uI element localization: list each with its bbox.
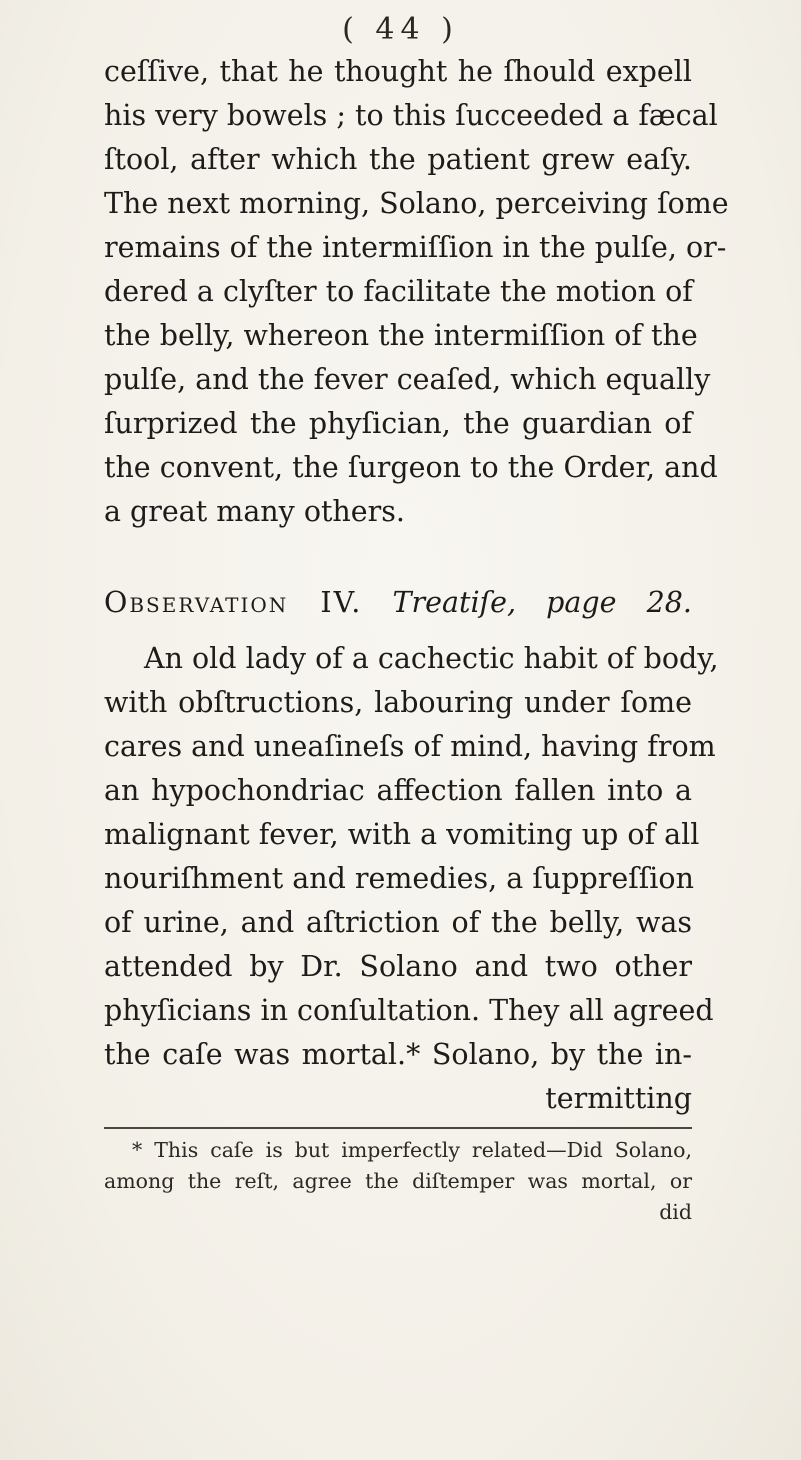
text-line: dered a clyſter to facilitate the motion of (104, 275, 693, 308)
text-line: ſtool, after which the patient grew eaſy. (104, 143, 692, 176)
footnote-catchword: did (659, 1200, 692, 1224)
text-line: his very bowels ; to this ſucceeded a fæcal (104, 99, 718, 132)
text-line: the convent, the ſurgeon to the Order, and (104, 451, 718, 484)
section-heading (104, 581, 692, 625)
footnote-line: * This caſe is but imperfectly related—Did Solano, (132, 1138, 692, 1162)
text-line: a great many others. (104, 495, 405, 528)
observation-label: Observation IV. (104, 586, 363, 619)
footnote-divider (104, 1127, 692, 1129)
footnote-line: among the reſt, agree the diſtemper was mortal, or (104, 1169, 692, 1193)
page-number: ( 44 ) (342, 12, 459, 47)
text-line: The next morning, Solano, perceiving ſome (104, 187, 729, 220)
text-line: an hypochondriac affection fallen into a (104, 774, 692, 807)
text-line: the belly, whereon the intermiſſion of the (104, 319, 698, 352)
footnote (104, 1135, 692, 1228)
text-line: cares and uneaſineſs of mind, having from (104, 730, 716, 763)
paragraph-observation (104, 637, 719, 1121)
text-line: with obſtructions, labouring under ſome (104, 686, 692, 719)
text-line: the caſe was mortal.* Solano, by the in- (104, 1038, 692, 1071)
text-line: ceſſive, that he thought he ſhould expell (104, 55, 692, 88)
text-line: nouriſhment and remedies, a ſuppreſſion (104, 862, 694, 895)
paragraph-continued (104, 50, 729, 534)
text-line: pulſe, and the fever ceaſed, which equally (104, 363, 711, 396)
text-line: An old lady of a cachectic habit of body, (144, 642, 719, 675)
treatise-reference: Treatiſe, page 28. (392, 586, 692, 619)
catchword: termitting (545, 1082, 692, 1115)
text-line: malignant fever, with a vomiting up of all (104, 818, 700, 851)
text-line: remains of the intermiſſion in the pulſe, or- (104, 231, 727, 264)
text-line: ſurprized the phyſician, the guardian of (104, 407, 692, 440)
text-line: phyſicians in conſultation. They all agreed (104, 994, 714, 1027)
text-line: attended by Dr. Solano and two other (104, 950, 692, 983)
text-line: of urine, and aſtriction of the belly, was (104, 906, 692, 939)
